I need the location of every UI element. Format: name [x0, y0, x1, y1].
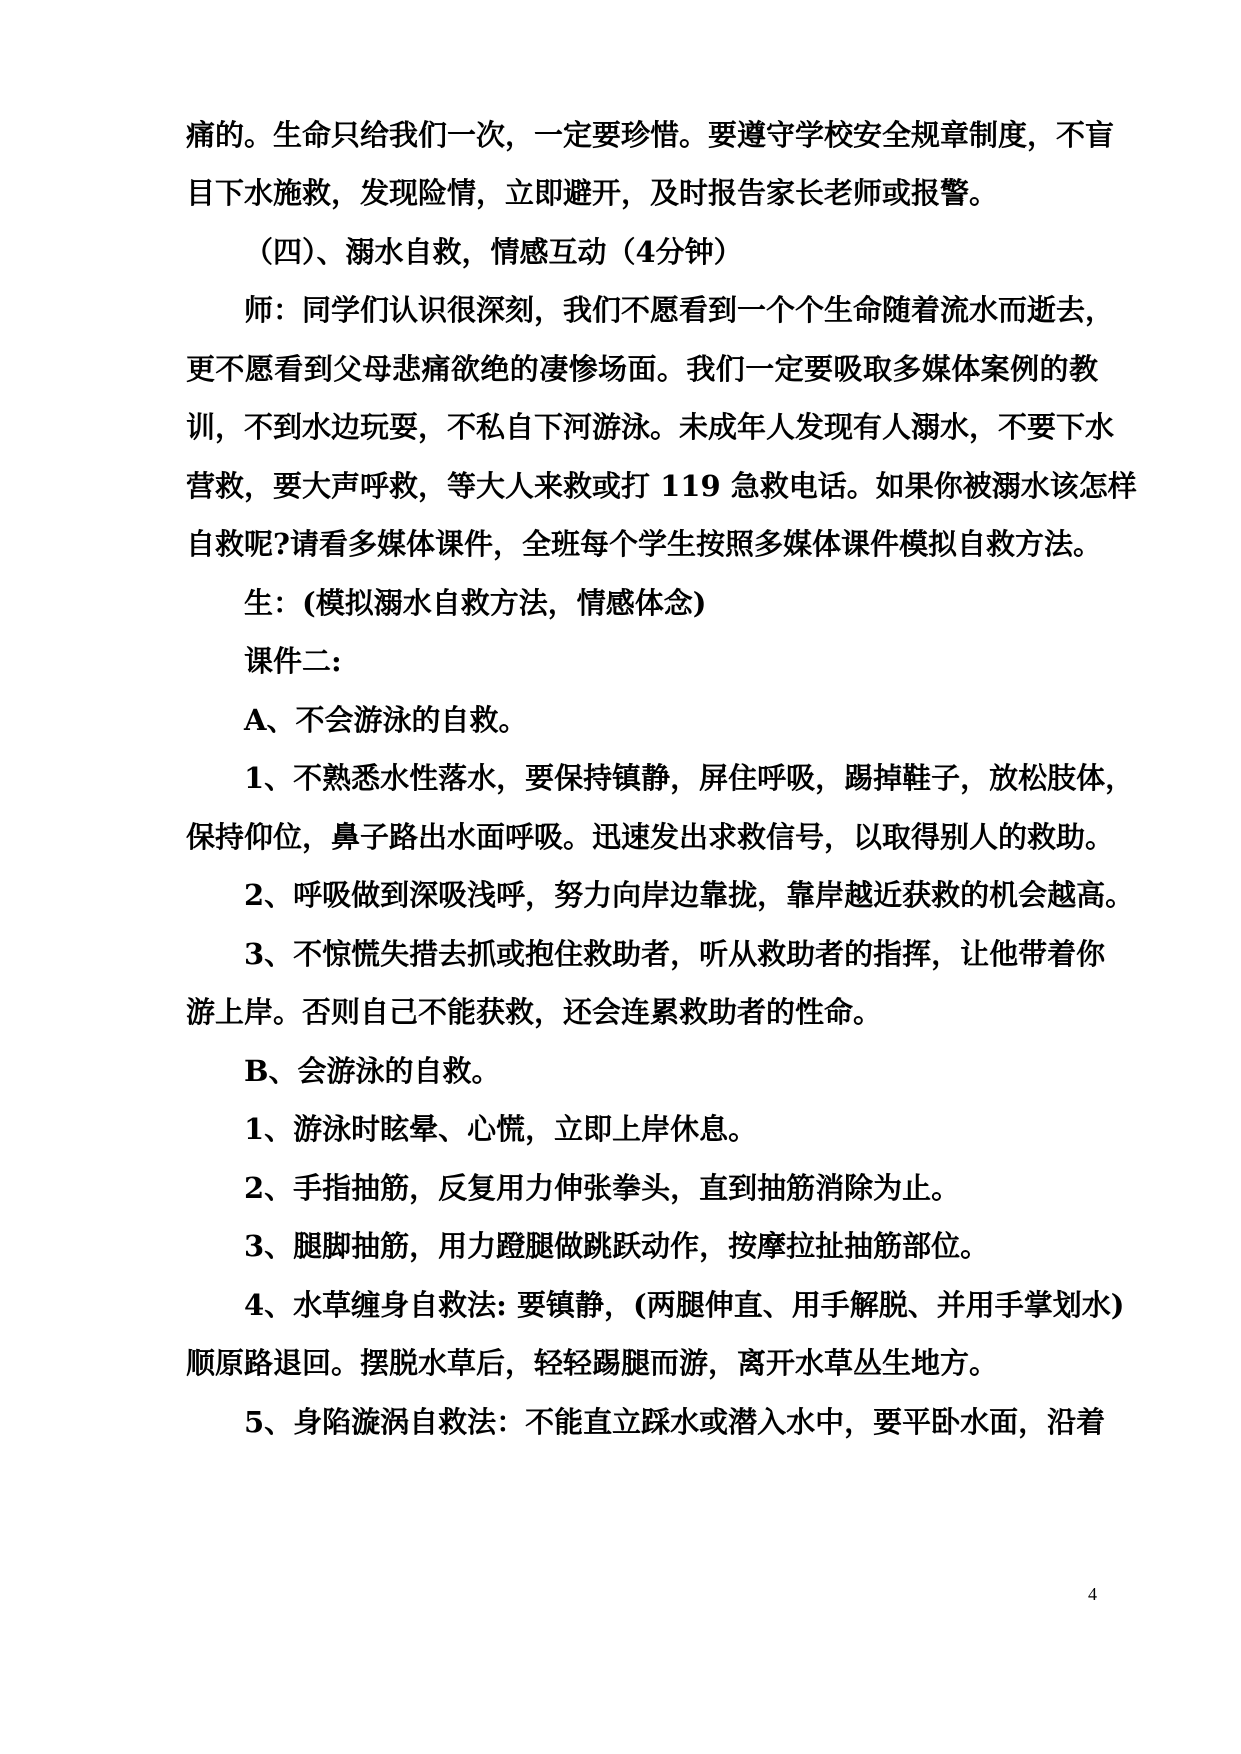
- text-line: 更不愿看到父母悲痛欲绝的凄惨场面。我们一定要吸取多媒体案例的教: [186, 352, 1098, 386]
- text-line: 训，不到水边玩耍，不私自下河游泳。未成年人发现有人溺水，不要下水: [186, 410, 1115, 444]
- text-line: 生：(模拟溺水自救方法，情感体念): [244, 586, 707, 620]
- list-item: 2、呼吸做到深吸浅呼，努力向岸边靠拢，靠岸越近获救的机会越高。: [244, 878, 1135, 912]
- text-line: 顺原路退回。摆脱水草后，轻轻踢腿而游，离开水草丛生地方。: [186, 1346, 999, 1380]
- text-line: 游上岸。否则自己不能获救，还会连累救助者的性命。: [186, 995, 883, 1029]
- subheading: B、会游泳的自救。: [244, 1054, 501, 1088]
- text-line: 自救呢?请看多媒体课件，全班每个学生按照多媒体课件模拟自救方法。: [186, 527, 1102, 561]
- text-line: 保持仰位，鼻子路出水面呼吸。迅速发出求救信号，以取得别人的救助。: [186, 820, 1115, 854]
- list-item: 1、游泳时眩晕、心慌，立即上岸休息。: [244, 1112, 758, 1146]
- list-item: 3、不惊慌失措去抓或抱住救助者，听从救助者的指挥，让他带着你: [244, 937, 1106, 971]
- text-line: 营救，要大声呼救，等大人来救或打 119 急救电话。如果你被溺水该怎样: [186, 469, 1137, 503]
- list-item: 4、水草缠身自救法: 要镇静，(两腿伸直、用手解脱、并用手掌划水): [244, 1288, 1125, 1322]
- text-line: 师：同学们认识很深刻，我们不愿看到一个个生命随着流水而逝去，: [244, 293, 1115, 327]
- list-item: 3、腿脚抽筋，用力蹬腿做跳跃动作，按摩拉扯抽筋部位。: [244, 1229, 990, 1263]
- section-heading: （四）、溺水自救，情感互动（4分钟）: [244, 235, 743, 269]
- text-line: 痛的。生命只给我们一次，一定要珍惜。要遵守学校安全规章制度，不盲: [186, 118, 1115, 152]
- page-number: 4: [1088, 1584, 1097, 1604]
- subheading: A、不会游泳的自救。: [244, 703, 528, 737]
- list-item: 5、身陷漩涡自救法：不能直立踩水或潜入水中，要平卧水面，沿着: [244, 1405, 1106, 1439]
- list-item: 2、手指抽筋，反复用力伸张拳头，直到抽筋消除为止。: [244, 1171, 961, 1205]
- text-line: 目下水施救，发现险情，立即避开，及时报告家长老师或报警。: [186, 176, 999, 210]
- text-line: 课件二:: [244, 644, 342, 678]
- list-item: 1、不熟悉水性落水，要保持镇静，屏住呼吸，踢掉鞋子，放松肢体，: [244, 761, 1135, 795]
